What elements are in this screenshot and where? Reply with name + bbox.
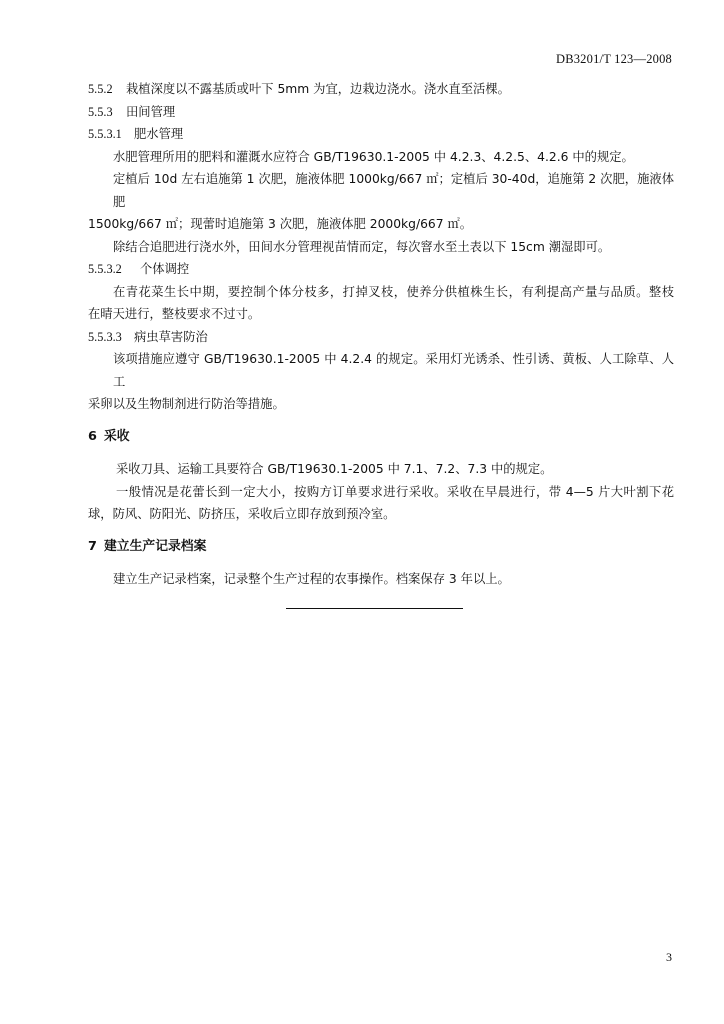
- paragraph-water-management: 除结合追肥进行浇水外，田间水分管理视苗情而定，每次窨水至土表以下 15cm 潮湿即可。: [113, 239, 611, 254]
- clause-number: 5.5.3.3: [88, 329, 122, 344]
- paragraph-fertilizing-schedule-line2: 1500kg/667 ㎡；现蕾时追施第 3 次肥，施液体肥 2000kg/667 ㎡。: [88, 217, 473, 231]
- paragraph-harvest-tools: 采收刀具、运输工具要符合 GB/T19630.1-2005 中 7.1、7.2、7.3 中的规定。: [116, 462, 553, 476]
- clause-5-5-3-3-heading: [88, 326, 674, 349]
- end-of-document-rule: [286, 608, 463, 609]
- document-body: [88, 78, 674, 591]
- clause-text: 栽植深度以不露基质或叶下 5mm 为宜，边栽边浇水。浇水直至活棵。: [126, 82, 510, 96]
- paragraph-harvest-method-line1: 一般情况是花蕾长到一定大小，按购方订单要求进行采收。采收在早晨进行，带 4—5 片大叶割下花: [116, 484, 674, 499]
- section-title: 采收: [104, 428, 130, 444]
- clause-title: 田间管理: [126, 104, 176, 119]
- clause-5-5-3-2-heading: [88, 258, 674, 281]
- clause-5-5-3-1-heading: [88, 123, 674, 146]
- clause-number: 5.5.3.1: [88, 127, 122, 141]
- paragraph-records: 建立生产记录档案，记录整个生产过程的农事操作。档案保存 3 年以上。: [113, 572, 510, 586]
- clause-title: 个体调控: [140, 262, 190, 276]
- page-number: 3: [666, 950, 672, 964]
- clause-number: 5.5.3: [88, 104, 113, 119]
- clause-5-5-2: [88, 78, 674, 101]
- document-code-header: DB3201/T 123—2008: [555, 52, 672, 66]
- section-6-heading: [88, 426, 674, 449]
- clause-5-5-3-heading: [88, 101, 674, 124]
- paragraph-plant-control-line2: 在晴天进行，整枝要求不过寸。: [88, 307, 261, 321]
- paragraph-fertilizing-schedule-line1: 定植后 10d 左右追施第 1 次肥，施液体肥 1000kg/667 ㎡；定植后 30-40d，追施第 2 次肥，施液体肥: [113, 172, 674, 209]
- clause-title: 病虫草害防治: [134, 329, 208, 344]
- paragraph-harvest-method-line2: 球，防风、防阳光、防挤压，采收后立即存放到预冷室。: [88, 507, 396, 521]
- section-number: 7: [88, 538, 97, 554]
- section-7-heading: [88, 536, 674, 559]
- section-title: 建立生产记录档案: [104, 538, 207, 554]
- paragraph-pest-control-line1: 该项措施应遵守 GB/T19630.1-2005 中 4.2.4 的规定。采用灯光诱杀、性引诱、黄板、人工除草、人工: [113, 352, 674, 389]
- section-number: 6: [88, 428, 97, 444]
- paragraph-plant-control-line1: 在青花菜生长中期，要控制个体分枝多，打掉叉枝，使养分供植株生长，有利提高产量与品质。整枝: [113, 284, 674, 299]
- clause-number: 5.5.3.2: [88, 262, 122, 276]
- paragraph-fertilizer-standard: 水肥管理所用的肥料和灌溉水应符合 GB/T19630.1-2005 中 4.2.3、4.2.5、4.2.6 中的规定。: [113, 149, 634, 164]
- clause-number: 5.5.2: [88, 82, 113, 96]
- paragraph-pest-control-line2: 采卵以及生物制剂进行防治等措施。: [88, 397, 285, 411]
- clause-title: 肥水管理: [134, 127, 184, 141]
